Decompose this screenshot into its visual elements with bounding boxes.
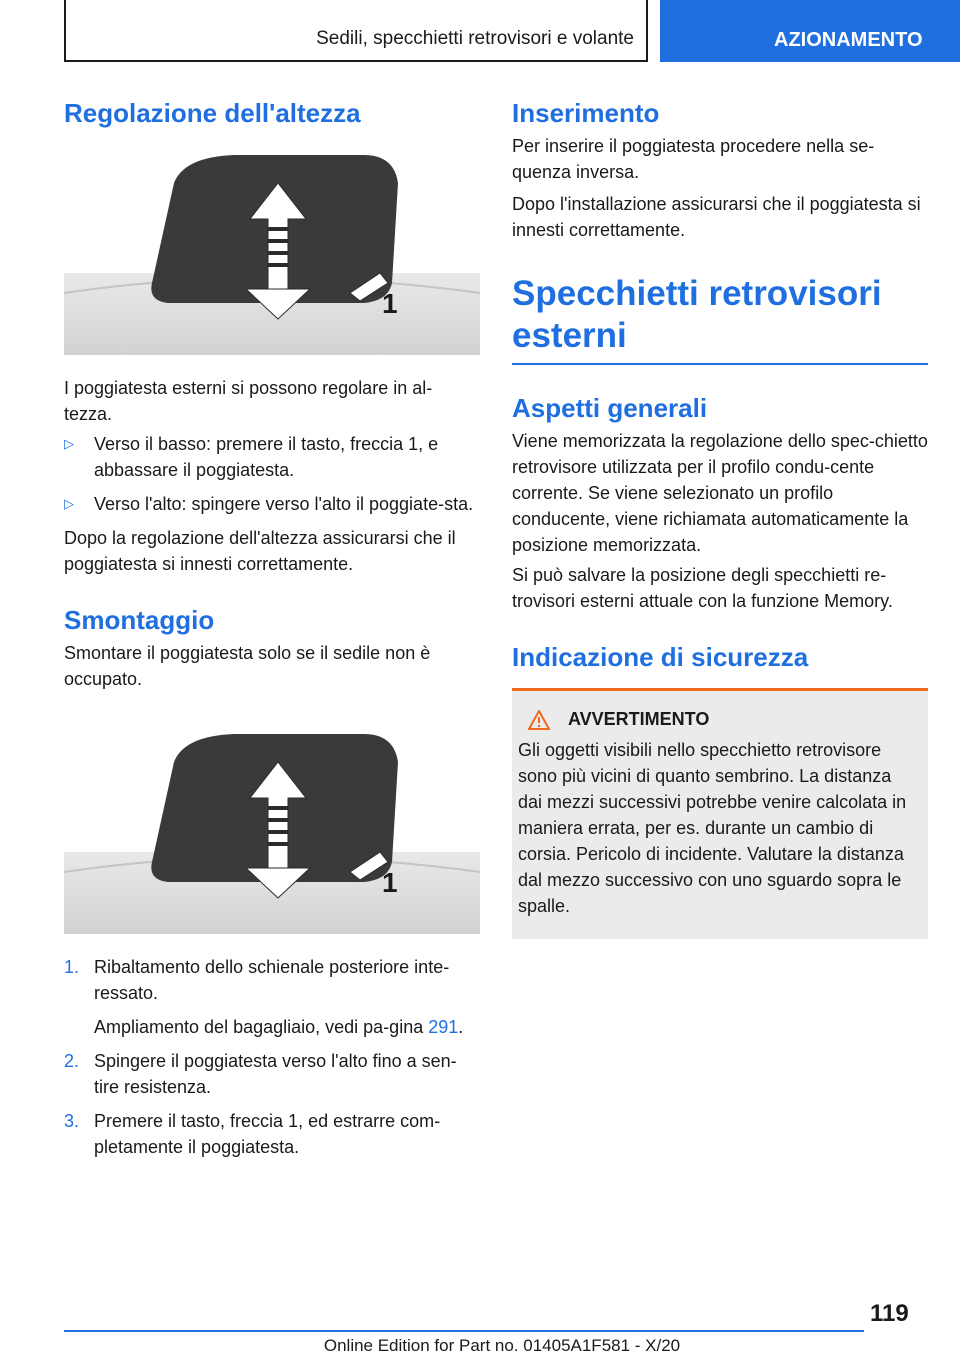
- safety-heading: Indicazione di sicurezza: [512, 642, 809, 673]
- header-chapter: Sedili, specchietti retrovisori e volante: [64, 0, 648, 62]
- removal-heading: Smontaggio: [64, 605, 215, 636]
- removal-intro: Smontare il poggiatesta solo se il sedile non è occupato.: [64, 643, 431, 690]
- figure-callout-1: 1: [382, 288, 398, 320]
- height-adjust-bullets: [64, 431, 480, 517]
- warning-title: AVVERTIMENTO: [568, 709, 710, 730]
- insertion-heading: Inserimento: [512, 98, 660, 128]
- height-adjust-after: Dopo la regolazione dell'altezza assicurarsi che il poggiatesta si innesti correttamente.: [64, 528, 456, 575]
- headrest-figure-1: [64, 143, 480, 355]
- footer-rule: [64, 1330, 864, 1332]
- footer: [0, 1336, 960, 1356]
- left-column: [64, 98, 480, 1168]
- insertion-p1: Per inserire il poggiatesta procedere nella se-quenza inversa.: [512, 136, 875, 183]
- warning-triangle-icon: [528, 710, 550, 730]
- insertion-p2: Dopo l'installazione assicurarsi che il poggiatesta si innesti correttamente.: [512, 194, 921, 241]
- list-item: ▷ Verso il basso: premere il tasto, freccia 1, e abbassare il poggiatesta.: [64, 431, 480, 483]
- mirrors-heading: Specchietti retrovisori esterni: [512, 273, 928, 365]
- figure-callout-1: 1: [382, 867, 398, 899]
- list-item: 1. Ribaltamento dello schienale posteriore inte-ressato. Ampliamento del bagagliaio, vedi pa-gina 291.: [64, 957, 464, 1038]
- general-p2: Si può salvare la posizione degli specchietti re-trovisori esterni attuale con la funzione Memory.: [512, 565, 893, 612]
- header-section-tab[interactable]: AZIONAMENTO: [660, 0, 960, 62]
- height-adjust-heading: Regolazione dell'altezza: [64, 98, 361, 128]
- list-item: ▷ Verso l'alto: spingere verso l'alto il poggiate-sta.: [64, 491, 480, 517]
- headrest-figure-2: [64, 722, 480, 934]
- footer-edition: Online Edition for Part no. 01405A1F581 - X/20: [323, 1336, 681, 1355]
- triangle-bullet-icon: ▷: [64, 496, 74, 512]
- general-heading: Aspetti generali: [512, 393, 708, 424]
- triangle-bullet-icon: ▷: [64, 436, 74, 452]
- height-adjust-intro: I poggiatesta esterni si possono regolare in al-tezza.: [64, 378, 433, 425]
- removal-steps: [64, 954, 480, 1160]
- warning-box: [512, 688, 928, 939]
- right-column: [512, 98, 928, 939]
- list-item: 2. Spingere il poggiatesta verso l'alto fino a sen-tire resistenza.: [64, 1051, 457, 1098]
- general-p1: Viene memorizzata la regolazione dello spec-chietto retrovisore utilizzata per il profilo condu-cente corrente. Se viene selezionato un profilo conducente, viene richiamata automaticamente la posizione memorizzata.: [512, 431, 928, 556]
- page-link-291[interactable]: 291: [428, 1017, 459, 1038]
- list-item: 3. Premere il tasto, freccia 1, ed estrarre com-pletamente il poggiatesta.: [64, 1111, 441, 1158]
- page-number: 119: [870, 1300, 909, 1327]
- warning-text: Gli oggetti visibili nello specchietto retrovisore sono più vicini di quanto sembrino. La distanza dai mezzi successivi potrebbe venire calcolata in maniera errata, per es. durante un cambio di corsia. Pericolo di incidente. Valutare la distanza dal mezzo successivo con uno sguardo sopra le spalle.: [518, 739, 907, 916]
